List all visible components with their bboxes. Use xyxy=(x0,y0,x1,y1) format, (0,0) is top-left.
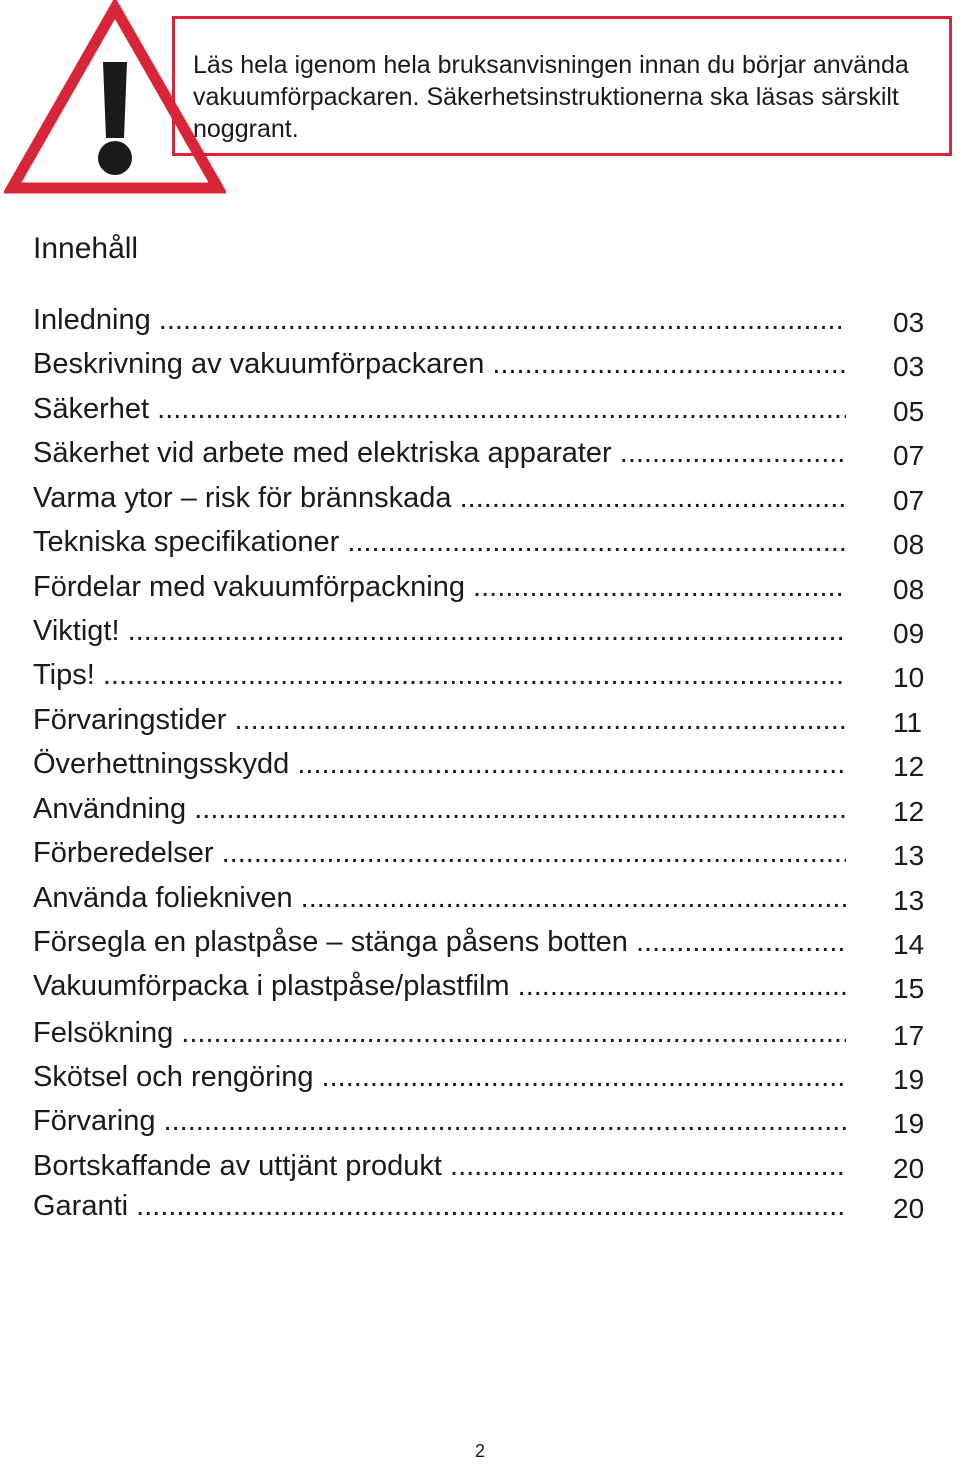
page-number: 2 xyxy=(474,1441,485,1461)
toc-entry[interactable] xyxy=(33,1057,933,1097)
toc-entry[interactable] xyxy=(33,1146,933,1186)
toc-entry-title: Tips! ..... xyxy=(33,655,846,695)
toc-entry-page: 08 xyxy=(893,574,925,605)
toc-entry-title: Förvaringstider ..... xyxy=(33,700,846,740)
toc-entry[interactable] xyxy=(33,567,933,607)
toc-entry-page: 03 xyxy=(893,307,925,338)
toc-entry[interactable] xyxy=(33,700,933,740)
toc-entry[interactable] xyxy=(33,1186,933,1226)
toc-entry-title: Användning ..... xyxy=(33,789,846,829)
toc-entry-title: Vakuumförpacka i plastpåse/plastfilm ..... xyxy=(33,966,846,1006)
toc-entry-title: Varma ytor – risk för brännskada ..... xyxy=(33,478,846,518)
toc-entry-title: Garanti ..... xyxy=(33,1186,846,1226)
toc-entry[interactable] xyxy=(33,344,933,384)
toc-entry-title: Använda foliekniven ..... xyxy=(33,878,846,918)
toc-entry-page: 14 xyxy=(893,929,925,960)
toc-entry-page: 19 xyxy=(893,1108,925,1139)
toc-entry-title: Beskrivning av vakuumförpackaren ..... xyxy=(33,344,846,384)
toc-entry-page: 15 xyxy=(893,973,925,1004)
toc-entry-title: Förberedelser ..... xyxy=(33,833,846,873)
toc-entry-title: Försegla en plastpåse – stänga påsens botten ..... xyxy=(33,922,846,962)
toc-entry[interactable] xyxy=(33,522,933,562)
toc-entry-title: Säkerhet vid arbete med elektriska apparater ..... xyxy=(33,433,846,473)
toc-entry-page: 11 xyxy=(893,707,923,738)
toc-entry-page: 10 xyxy=(893,662,925,693)
toc-entry-title: Förvaring ..... xyxy=(33,1101,846,1141)
toc-entry[interactable] xyxy=(33,611,933,651)
toc-entry-page: 17 xyxy=(893,1020,925,1051)
toc-entry-page: 12 xyxy=(893,751,925,782)
toc-entry[interactable] xyxy=(33,478,933,518)
toc-entry-title: Inledning ..... xyxy=(33,300,846,340)
toc-entry[interactable] xyxy=(33,1013,933,1053)
safety-notice-line: noggrant. xyxy=(193,115,299,143)
toc-entry-title: Skötsel och rengöring ..... xyxy=(33,1057,846,1097)
toc-entry-title: Viktigt! ..... xyxy=(33,611,846,651)
toc-entry[interactable] xyxy=(33,922,933,962)
toc-entry[interactable] xyxy=(33,1101,933,1141)
toc-entry-page: 20 xyxy=(893,1153,925,1184)
toc-entry[interactable] xyxy=(33,878,933,918)
toc-entry-page: 19 xyxy=(893,1064,925,1095)
toc-entry[interactable] xyxy=(33,655,933,695)
toc-entry-title: Säkerhet ..... xyxy=(33,389,846,429)
toc-entry[interactable] xyxy=(33,744,933,784)
toc-entry-title: Fördelar med vakuumförpackning ..... xyxy=(33,567,846,607)
toc-entry-page: 07 xyxy=(893,485,925,516)
contents-heading: Innehåll xyxy=(33,232,139,265)
toc-entry-title: Bortskaffande av uttjänt produkt ..... xyxy=(33,1146,846,1186)
toc-entry-page: 07 xyxy=(893,440,925,471)
toc-entry[interactable] xyxy=(33,433,933,473)
toc-entry[interactable] xyxy=(33,966,933,1006)
toc-entry-page: 13 xyxy=(893,840,925,871)
toc-entry[interactable] xyxy=(33,300,933,340)
toc-entry-title: Överhettningsskydd ..... xyxy=(33,744,846,784)
safety-notice-line: Läs hela igenom hela bruksanvisningen innan du börjar använda xyxy=(193,51,909,79)
toc-entry-page: 03 xyxy=(893,351,925,382)
toc-entry-title: Felsökning ..... xyxy=(33,1013,846,1053)
toc-entry-page: 08 xyxy=(893,529,925,560)
safety-notice-line: vakuumförpackaren. Säkerhetsinstruktionerna ska läsas särskilt xyxy=(193,83,899,111)
toc-entry-page: 13 xyxy=(893,885,925,916)
toc-entry-page: 12 xyxy=(893,796,925,827)
toc-entry-page: 20 xyxy=(893,1193,925,1224)
safety-notice xyxy=(172,16,952,156)
toc-entry-title: Tekniska specifikationer ..... xyxy=(33,522,846,562)
toc-entry[interactable] xyxy=(33,389,933,429)
toc-entry-page: 09 xyxy=(893,618,925,649)
toc-entry[interactable] xyxy=(33,833,933,873)
toc-entry[interactable] xyxy=(33,789,933,829)
toc-entry-page: 05 xyxy=(893,396,925,427)
